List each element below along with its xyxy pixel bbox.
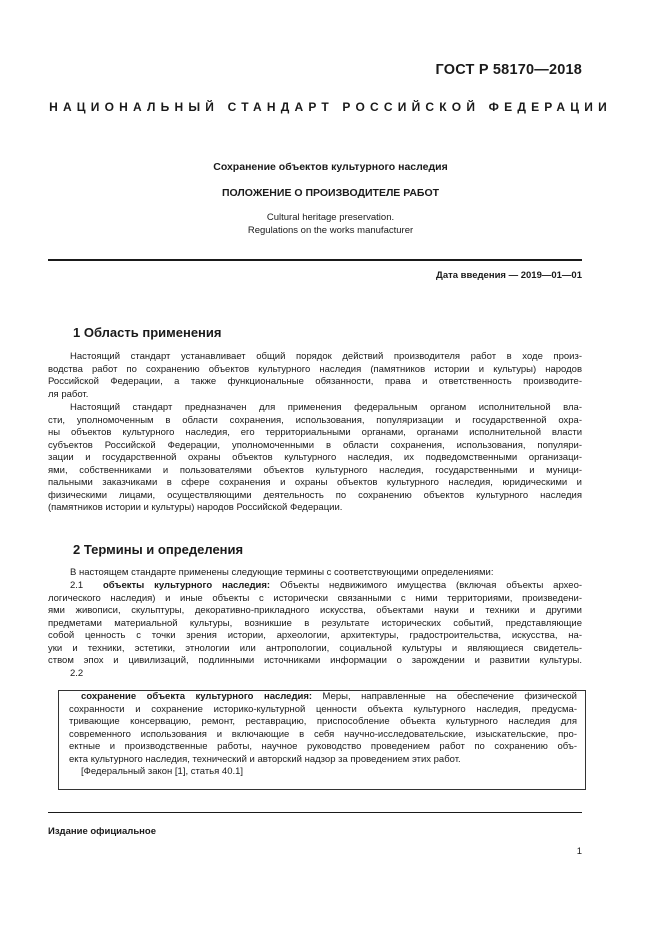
english-title-line: Cultural heritage preservation. xyxy=(266,212,395,223)
text-line: ством эпох и цивилизаций, подлинными источниками информации о зарождении и развитии культуры. xyxy=(48,655,582,666)
section-1-paragraph-2 xyxy=(48,402,582,515)
term-number: 2.1 xyxy=(70,580,84,591)
intro-date: Дата введения — 2019—01—01 xyxy=(436,270,582,281)
section-1-heading: 1 Область применения xyxy=(73,325,222,340)
divider xyxy=(48,259,582,261)
text-line: собой ценность с точки зрения истории, археологии, архитектуры, градостроительства, искусства, на- xyxy=(48,630,582,641)
document-title: Сохранение объектов культурного наследия xyxy=(213,161,448,173)
text-line: ями, собственниками и пользователями объектов культурного наследия, государственными и муници- xyxy=(48,464,582,476)
text-line: екта культурного наследия, технический и авторский надзор за проведением этих работ. xyxy=(69,753,461,765)
text-line: предметами материальной культуры, возникшие в результате исторических событий, представляющие xyxy=(48,617,582,629)
national-standard-heading: НАЦИОНАЛЬНЫЙ СТАНДАРТ РОССИЙСКОЙ ФЕДЕРАЦИИ xyxy=(49,100,612,114)
text-line: В настоящем стандарте применены следующие термины с соответствующими определениями: xyxy=(70,567,494,578)
text-line: современного использования и включающие в себя научно-исследовательские, изыскательские, про- xyxy=(69,728,577,740)
text-line xyxy=(69,691,577,704)
page-number: 1 xyxy=(576,846,582,857)
text-line: Настоящий стандарт предназначен для применения федеральным органом исполнительной вла- xyxy=(70,402,582,413)
term-number: 2.2 xyxy=(70,667,84,679)
gost-code: ГОСТ Р 58170—2018 xyxy=(435,62,582,78)
term-name: объекты культурного наследия: xyxy=(102,580,271,591)
text-line: ями живописи, скульптуры, декоративно-прикладного искусства, объектами науки и техники и другими xyxy=(48,605,582,616)
term-source: [Федеральный закон [1], статья 40.1] xyxy=(81,766,244,777)
text-line: Настоящий стандарт устанавливает общий порядок действий производителя работ в ходе произ- xyxy=(70,351,582,362)
text-line: (памятников истории и культуры) народов Российской Федерации. xyxy=(48,502,343,513)
section-1-paragraph-1 xyxy=(48,351,582,401)
text-line: сохранности и сохранение историко-культурной ценности объекта культурного наследия, предусма- xyxy=(69,703,577,715)
document-subtitle: ПОЛОЖЕНИЕ О ПРОИЗВОДИТЕЛЕ РАБОТ xyxy=(221,187,440,199)
text-line: водства работ по сохранению объектов культурного наследия (памятников истории и культуры) народов xyxy=(48,363,582,375)
text-line: ектные и производственные работы, научное руководство проведением работ по сохранению объ- xyxy=(69,741,577,752)
section-2-intro xyxy=(48,567,582,580)
english-title-line: Regulations on the works manufacturer xyxy=(247,224,414,236)
term-2-1 xyxy=(48,580,582,680)
text-line: пальными заказчиками в сфере сохранения и охраны объектов культурного наследия, юридическими и xyxy=(48,477,582,488)
term-2-2-box xyxy=(58,690,586,790)
text-line: уки и техники, эстетики, этнологии или антропологии, социальной культуры и являющиеся свидетель- xyxy=(48,642,582,654)
official-edition: Издание официальное xyxy=(48,826,156,837)
term-definition-start: Объекты недвижимого имущества (включая объекты архео- xyxy=(279,580,583,591)
text-line: ны объектов культурного наследия, его территориальными органами, органами исполнительной власти xyxy=(48,427,582,438)
section-2-heading: 2 Термины и определения xyxy=(73,542,244,557)
text-line: субъектов Российской Федерации, уполномоченными в области сохранения, использования, популяри- xyxy=(48,439,582,451)
text-line: сти, уполномоченным в области сохранения, использования, популяризации и государственной охра- xyxy=(48,414,582,426)
text-line: Российской Федерации, а также функциональные обязанности, права и ответственность производите- xyxy=(48,376,582,387)
text-line: тривающие консервацию, ремонт, реставрацию, приспособление объекта культурного наследия для xyxy=(69,716,577,727)
term-2-2 xyxy=(69,691,577,779)
text-line: физическими лицами, осуществляющими деятельность по сохранению объектов культурного наследия xyxy=(48,489,582,501)
footer-divider xyxy=(48,812,582,813)
text-line: логического наследия) и иные объекты с исторически связанными с ними территориями, произведени- xyxy=(48,592,582,604)
text-line xyxy=(48,580,582,593)
term-name: сохранение объекта культурного наследия: xyxy=(81,691,313,702)
text-line: зации и государственной охраны объектов культурного наследия, их подведомственными организаци- xyxy=(48,452,582,463)
text-line: ля работ. xyxy=(48,388,89,400)
english-title xyxy=(0,212,661,237)
term-definition-start: Меры, направленные на обеспечение физической xyxy=(322,691,577,702)
